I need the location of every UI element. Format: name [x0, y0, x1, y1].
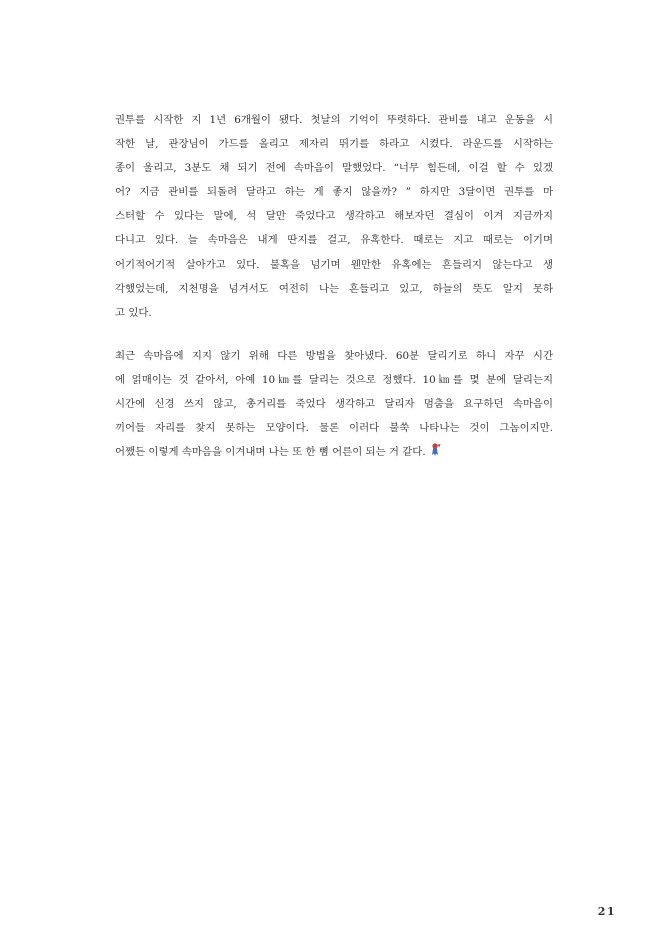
paragraph-line: 에 얽매이는 것 같아서, 아예 10㎞를 달리는 것으로 정했다. 10㎞를 몇 분에 달리는지 — [115, 374, 553, 387]
paragraph-line: 어기적어기적 살아가고 있다. 불혹을 넘기며 웬만한 유혹에는 흔들리지 않는다고 생 — [115, 258, 553, 271]
page-number: 21 — [597, 905, 616, 918]
paragraph-line: 다니고 있다. 늘 속마음은 내게 딴지를 걸고, 유혹한다. 때로는 지고 때로는 이기며 — [115, 234, 553, 247]
paragraph-line: 어? 지금 관비를 되돌려 달라고 하는 게 좋지 않을까? ” 하지만 3달이면 권투를 마 — [115, 186, 553, 199]
paragraph-line-text: 어쨌든 이렇게 속마음을 이겨내며 나는 또 한 뼘 어른이 되는 거 같다. — [115, 446, 426, 459]
paragraph-boxing — [115, 108, 553, 325]
paragraph-line: 끼어들 자리를 찾지 못하는 모양이다. 물론 이러다 불쑥 나타나는 것이 그놈이지만. — [115, 422, 553, 435]
tassel-ornament-icon — [430, 442, 442, 456]
paragraph-line: 시간에 신경 쓰지 않고, 총거리를 죽었다 생각하고 달리자 멈춤을 요구하던 속마음이 — [115, 398, 553, 411]
paragraph-line: 고 있다. — [115, 306, 152, 319]
paragraph-line: 스터할 수 있다는 말에, 석 달만 죽었다고 생각하고 해보자던 결심이 이겨 지금까지 — [115, 210, 553, 223]
paragraph-last-line — [115, 440, 553, 464]
paragraph-line: 종이 울리고, 3분도 채 되기 전에 속마음이 말했었다. “너무 힘든데, 이걸 할 수 있겠 — [115, 162, 553, 175]
paragraph-line: 작한 날, 관장님이 가드를 올리고 제자리 뛰기를 하라고 시켰다. 라운드를 시작하는 — [115, 138, 553, 151]
paragraph-line: 최근 속마음에 지지 않기 위해 다른 방법을 찾아냈다. 60분 달리기로 하니 자꾸 시간 — [115, 350, 553, 362]
paragraph-line: 권투를 시작한 지 1년 6개월이 됐다. 첫날의 기억이 뚜렷하다. 관비를 내고 운동을 시 — [115, 114, 553, 126]
paragraph-running — [115, 344, 553, 464]
paragraph-line: 각했었는데, 지천명을 넘겨서도 여전히 나는 흔들리고 있고, 하늘의 뜻도 알지 못하 — [115, 282, 553, 295]
